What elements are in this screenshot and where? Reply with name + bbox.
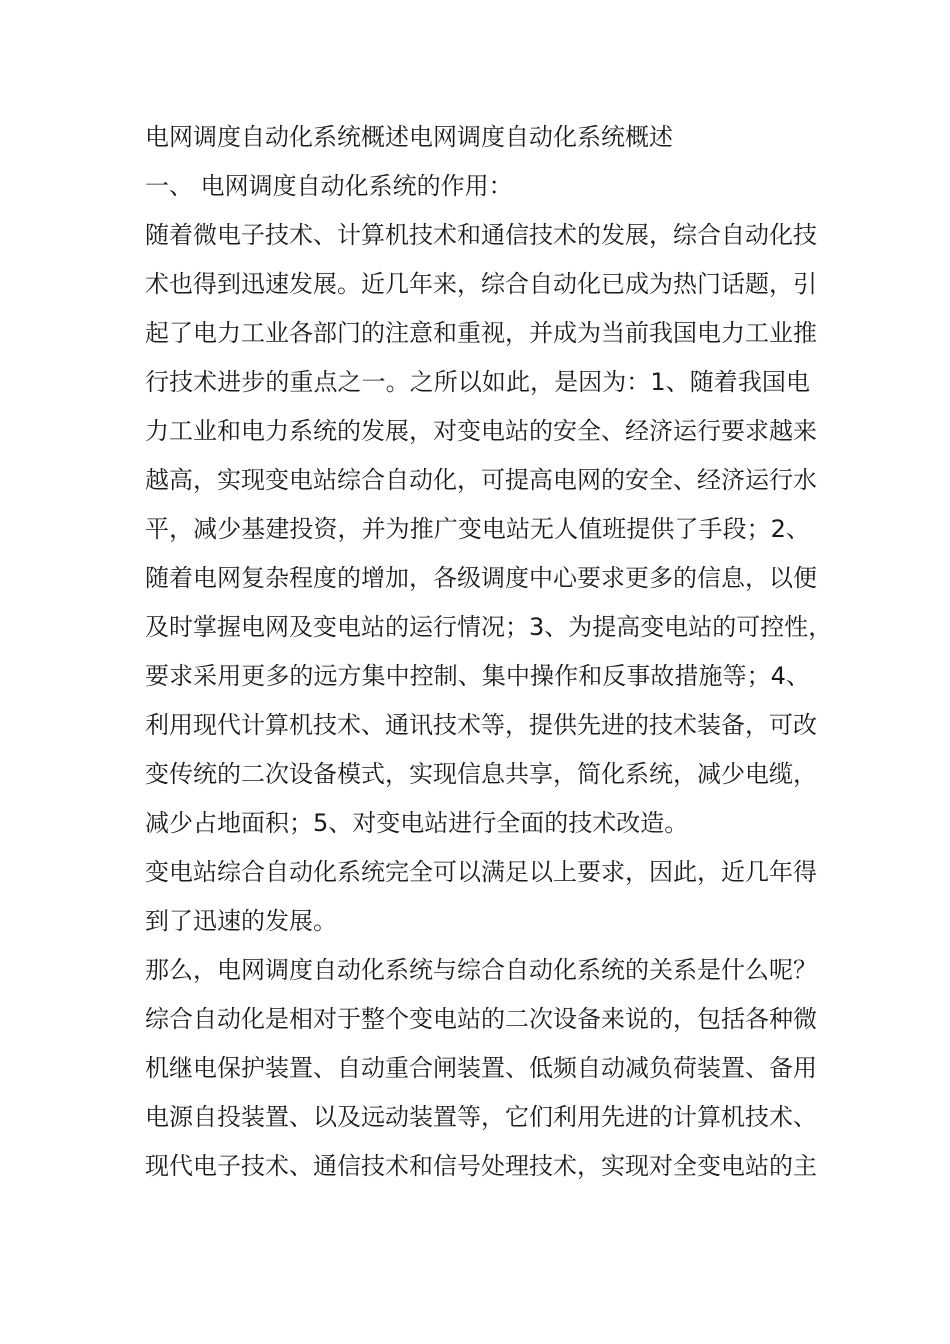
text-line: 术也得到迅速发展。近几年来，综合自动化已成为热门话题，引 (145, 270, 817, 298)
text-line: 及时掌握电网及变电站的运行情况；3、为提高变电站的可控性， (145, 613, 833, 641)
text-line: 到了迅速的发展。 (145, 907, 337, 935)
section-heading: 一、 电网调度自动化系统的作用： (145, 172, 513, 200)
text-line: 变传统的二次设备模式，实现信息共享，简化系统，减少电缆， (145, 760, 817, 788)
text-line: 变电站综合自动化系统完全可以满足以上要求，因此，近几年得 (145, 858, 817, 886)
text-line: 要求采用更多的远方集中控制、集中操作和反事故措施等；4、 (145, 662, 810, 690)
document-body (145, 113, 833, 1191)
text-line: 机继电保护装置、自动重合闸装置、低频自动减负荷装置、备用 (145, 1054, 817, 1082)
text-line: 综合自动化是相对于整个变电站的二次设备来说的，包括各种微 (145, 1005, 817, 1033)
document-title: 电网调度自动化系统概述电网调度自动化系统概述 (145, 123, 673, 151)
text-line: 那么，电网调度自动化系统与综合自动化系统的关系是什么呢？ (145, 956, 817, 984)
text-line: 电源自投装置、以及远动装置等，它们利用先进的计算机技术、 (145, 1103, 817, 1131)
text-line: 平，减少基建投资，并为推广变电站无人值班提供了手段；2、 (145, 515, 810, 543)
text-line: 减少占地面积；5、对变电站进行全面的技术改造。 (145, 809, 689, 837)
text-line: 起了电力工业各部门的注意和重视，并成为当前我国电力工业推 (145, 319, 817, 347)
text-line: 利用现代计算机技术、通讯技术等，提供先进的技术装备，可改 (145, 711, 817, 739)
text-line: 随着电网复杂程度的增加，各级调度中心要求更多的信息，以便 (145, 564, 817, 592)
text-line: 力工业和电力系统的发展，对变电站的安全、经济运行要求越来 (145, 417, 817, 445)
text-line: 行技术进步的重点之一。之所以如此，是因为：1、随着我国电 (145, 368, 810, 396)
text-line: 随着微电子技术、计算机技术和通信技术的发展，综合自动化技 (145, 221, 817, 249)
text-line: 现代电子技术、通信技术和信号处理技术，实现对全变电站的主 (145, 1152, 817, 1180)
text-line: 越高，实现变电站综合自动化，可提高电网的安全、经济运行水 (145, 466, 817, 494)
